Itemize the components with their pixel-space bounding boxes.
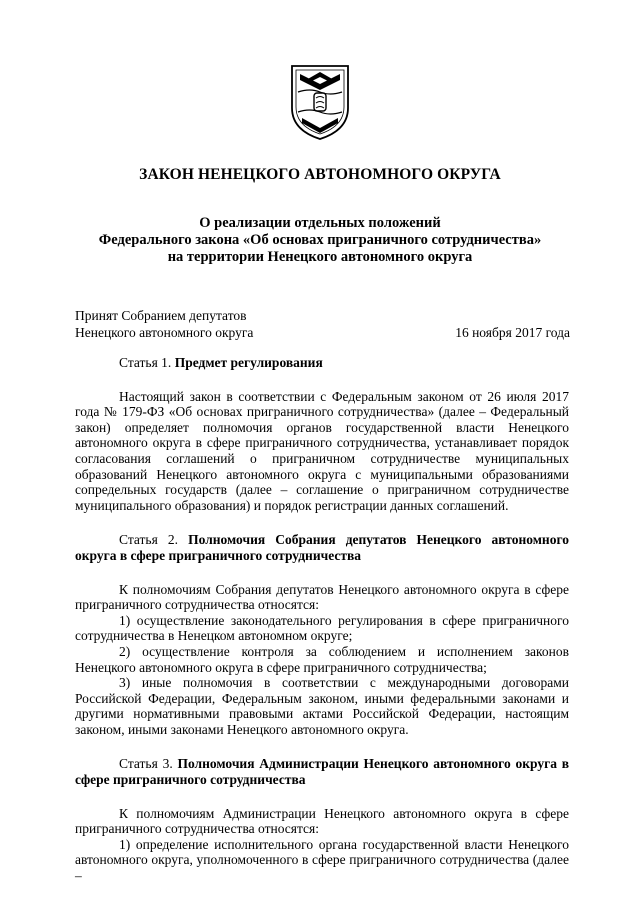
- law-body: [75, 355, 569, 884]
- article-heading: [75, 532, 569, 563]
- article-heading: [75, 756, 569, 787]
- coat-of-arms-icon: [288, 62, 352, 142]
- article-number: Статья 2.: [119, 532, 179, 548]
- article-paragraph: 2) осуществление контроля за соблюдением и исполнением законов Ненецкого автономного округа в сфере приграничного сотрудничества;: [75, 643, 569, 675]
- article-title: Предмет регулирования: [174, 355, 323, 370]
- article-paragraph: 3) иные полномочия в соответствии с международными договорами Российской Федерации, Федеральным законом, иными федеральными законами и другими нормативными правовыми актами Российской Федерации, настоящим законом, иными законами Ненецкого автономного округа.: [75, 675, 569, 737]
- article-paragraph: Настоящий закон в соответствии с Федеральным законом от 26 июля 2017 года № 179-ФЗ «Об основах приграничного сотрудничества» (далее – Федеральный закон) определяет полномочия органов государственной власти Ненецкого автономного округа в сфере приграничного сотрудничества, устанавливает порядок согласования соглашений о приграничном сотрудничестве муниципальных образований Ненецкого автономного округа с муниципальными образованиями сопредельных государств (далее – соглашение о приграничном сотрудничестве муниципального образования) и порядок регистрации данных соглашений.: [75, 388, 569, 513]
- law-title: ЗАКОН НЕНЕЦКОГО АВТОНОМНОГО ОКРУГА: [139, 166, 501, 183]
- article-paragraph: 1) осуществление законодательного регулирования в сфере приграничного сотрудничества в Ненецком автономном округе;: [75, 612, 569, 644]
- article-heading: [75, 355, 569, 371]
- article-number: Статья 1.: [119, 355, 172, 370]
- subtitle-line: Федерального закона «Об основах приграничного сотрудничества»: [98, 232, 542, 248]
- article-title: Полномочия Собрания депутатов Ненецкого автономного округа в сфере приграничного сотрудничества: [75, 532, 569, 563]
- article-title: Полномочия Администрации Ненецкого автономного округа в сфере приграничного сотрудничества: [75, 756, 570, 788]
- adoption-block: [75, 307, 570, 341]
- adoption-line: Ненецкого автономного округа: [75, 325, 254, 340]
- article-paragraph: К полномочиям Собрания депутатов Ненецкого автономного округа в сфере приграничного сотрудничества относятся:: [75, 581, 569, 613]
- adoption-line: Принят Собранием депутатов: [75, 308, 247, 323]
- subtitle-line: на территории Ненецкого автономного округа: [167, 249, 473, 265]
- law-subtitle: [70, 215, 570, 266]
- subtitle-line: О реализации отдельных положений: [199, 215, 441, 231]
- adoption-date: 16 ноября 2017 года: [455, 325, 570, 340]
- article-paragraph: К полномочиям Администрации Ненецкого автономного округа в сфере приграничного сотрудничества относятся:: [75, 805, 569, 837]
- article-number: Статья 3.: [119, 756, 173, 772]
- article-paragraph: 1) определение исполнительного органа государственной власти Ненецкого автономного округа, уполномоченного в сфере приграничного сотрудничества (далее –: [75, 836, 569, 884]
